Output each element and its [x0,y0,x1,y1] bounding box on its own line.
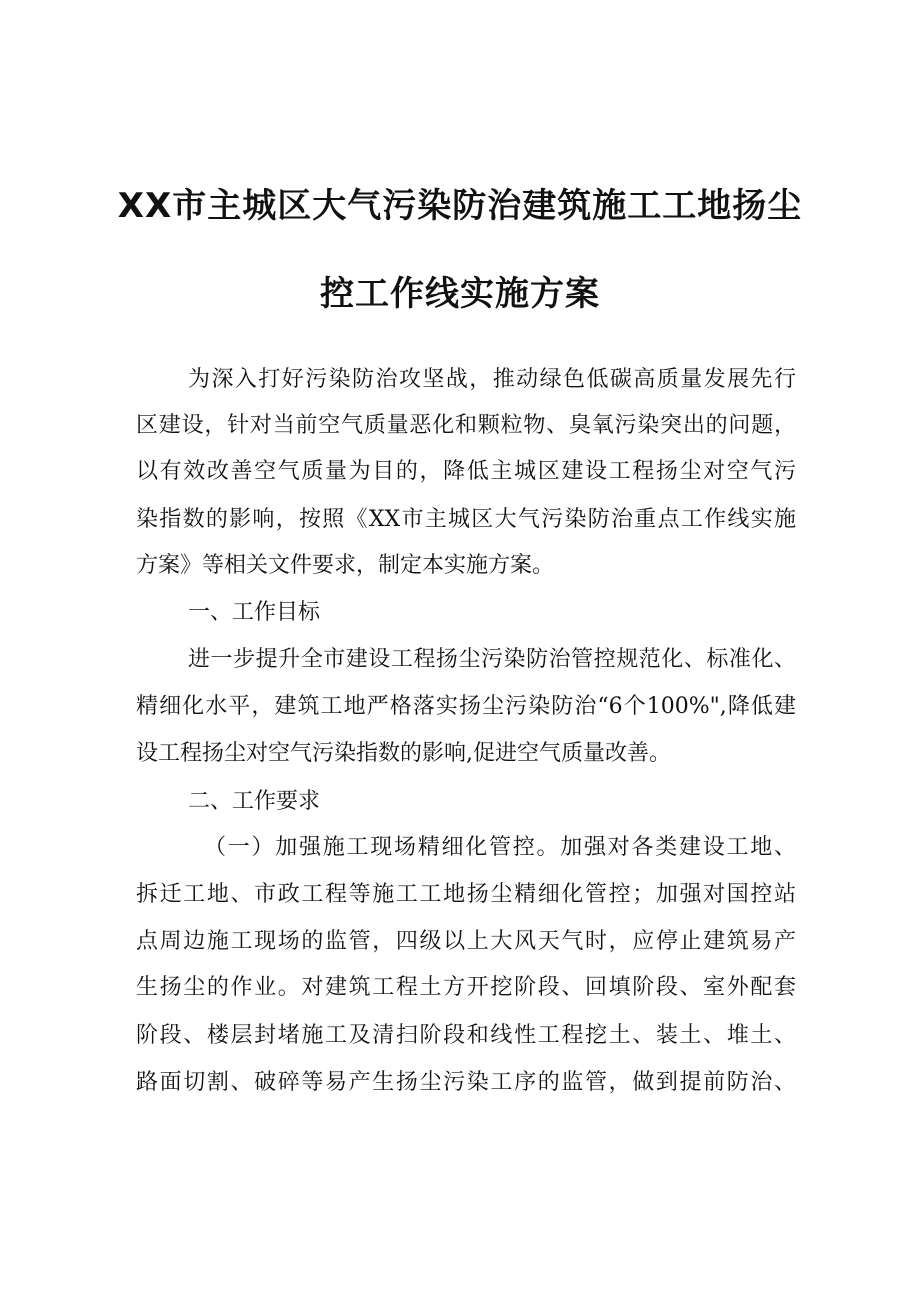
intro-line: 染指数的影响，按照《XX市主城区大气污染防治重点工作线实施 [136,507,796,532]
intro-line: 以有效改善空气质量为目的，降低主城区建设工程扬尘对空气污 [136,459,796,484]
document-title-line-1: XX市主城区大气污染防治建筑施工工地扬尘 [117,186,803,226]
goals-line: 设工程扬尘对空气污染指数的影响,促进空气质量改善。 [136,741,671,766]
goals-line: 精细化水平，建筑工地严格落实扬尘污染防治“6个100%",降低建 [136,694,796,719]
subsection-line: 路面切割、破碎等易产生扬尘污染工序的监管，做到提前防治、 [136,1070,796,1095]
document-title-line-2: 控工作线实施方案 [320,274,600,314]
subsection-line: 生扬尘的作业。对建筑工程土方开挖阶段、回填阶段、室外配套 [136,975,796,1000]
section-heading-goals: 一、工作目标 [188,600,321,625]
section-heading-requirements: 二、工作要求 [188,789,321,814]
subsection-line: 阶段、楼层封堵施工及清扫阶段和线性工程挖土、装土、堆土、 [136,1023,796,1048]
subsection-line: （一）加强施工现场精细化管控。加强对各类建设工地、 [204,835,796,860]
subsection-line: 拆迁工地、市政工程等施工工地扬尘精细化管控；加强对国控站 [136,882,796,907]
intro-line: 区建设，针对当前空气质量恶化和颗粒物、臭氧污染突出的问题， [136,413,796,438]
intro-line: 方案》等相关文件要求，制定本实施方案。 [136,553,555,578]
goals-line: 进一步提升全市建设工程扬尘污染防治管控规范化、标准化、 [188,647,796,672]
subsection-line: 点周边施工现场的监管，四级以上大风天气时，应停止建筑易产 [136,929,796,954]
intro-line: 为深入打好污染防治攻坚战，推动绿色低碳高质量发展先行 [188,367,796,392]
